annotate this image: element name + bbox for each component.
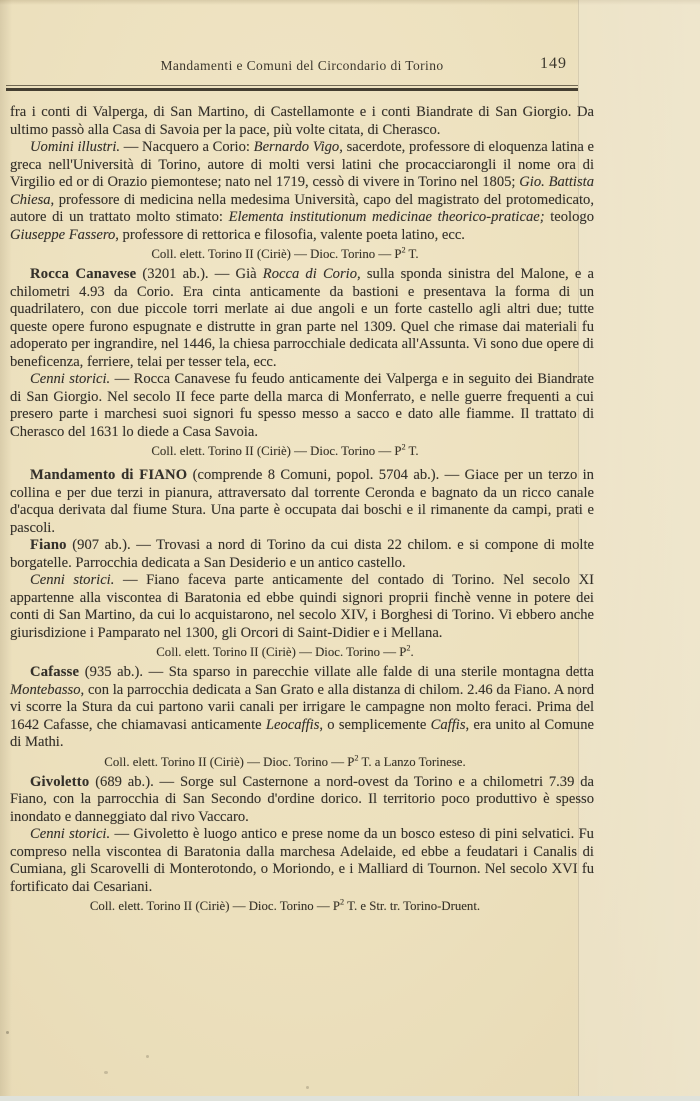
- paragraph-uomini-illustri: Uomini illustri. — Nacquero a Corio: Bernardo Vigo, sacerdote, professore di eloquenza latina e greca nell'Università di Torino, autore di molti versi latini che procacciarongli il nome ora di Virgilio ed or di Orazio piemontese; nato nel 1719, cessò di vivere in Torino nel 1805; Gio. Battista Chiesa, professore di medicina nella medesima Università, capo del magistrato del protomedicato, autore di un trattato molto stimato: Elementa institutionum medicinae theorico-praticae; teologo Giuseppe Fassero, professore di rettorica e filosofia, valente poeta latino, ecc.: [10, 139, 594, 243]
- paragraph-valperga-continuation: fra i conti di Valperga, di San Martino, di Castellamonte e i conti Biandrate di San Giorgio. Da ultimo passò alla Casa di Savoia per la pace, più volte citata, di Cherasco.: [10, 104, 594, 138]
- paragraph-cenni-storici-fiano: Cenni storici. — Fiano faceva parte anticamente del contado di Torino. Nel secolo XI appartenne alla viscontea di Baratonia ed ebbe quindi signori proprii finchè venne in potere dei conti di San Martino, da cui lo acquistarono, nel secolo XIV, i Borghesi di Torino. Vi ebbero anche giurisdizione i Pamparato nel 1300, gli Orcori di Saint-Didier e i Mellana.: [10, 572, 594, 641]
- coll-elett-line-givoletto: Coll. elett. Torino II (Ciriè) — Dioc. Torino — $P^2$ T. e Str. tr. Torino-Druent.: [89, 897, 481, 913]
- running-header-title: Mandamenti e Comuni del Circondario di Torino: [160, 58, 444, 73]
- header-rule-thin-line: [6, 85, 578, 86]
- scan-speck: [6, 1031, 9, 1034]
- section-givoletto: Givoletto (689 ab.). — Sorge sul Casternone a nord-ovest da Torino e a chilometri 7.39 da Fiano, con la parrocchia di San Secondo d'ordine dorico. Il territorio poco produttivo è spesso inondato e danneggiato dal rivo Vaccaro.: [10, 773, 594, 825]
- section-mandamento-fiano: Mandamento di FIANO (comprende 8 Comuni, popol. 5704 ab.). — Giace per un terzo in collina e per due terzi in pianura, attraversato dal torrente Ceronda e bagnato da un ricco canale d'acqua derivata dal fiume Stura. Una parte è occupata dai boschi e il rimanente da campi, prati e pascoli.: [10, 467, 594, 536]
- section-cafasse: Cafasse (935 ab.). — Sta sparso in parecchie villate alle falde di una sterile montagna detta Montebasso, con la parrocchia dedicata a San Grato e alla distanza di chilom. 2.46 da Fiano. A nord vi scorre la Stura da cui partono varii canali per irrigare le campagne non molto feraci. Prima del 1642 Cafasse, che chiamavasi anticamente Leocaffis, o semplicemente Caffis, era unito al Comune di Mathi.: [10, 664, 595, 750]
- page-right-margin-edge: [578, 0, 700, 1096]
- page-number: 149: [540, 55, 567, 72]
- page-body-text: [10, 104, 594, 918]
- coll-elett-line-rocca: Coll. elett. Torino II (Ciriè) — Dioc. Torino — $P^2$ T.: [151, 442, 419, 458]
- scan-speck: [146, 1055, 149, 1058]
- scan-speck: [306, 1086, 309, 1089]
- coll-elett-line-fiano: Coll. elett. Torino II (Ciriè) — Dioc. Torino — $P^2$.: [156, 643, 414, 659]
- coll-elett-line-corio: Coll. elett. Torino II (Ciriè) — Dioc. Torino — $P^2$ T.: [151, 245, 419, 261]
- scan-speck: [104, 1071, 108, 1074]
- scan-bottom-edge: [0, 1096, 700, 1101]
- section-fiano: Fiano (907 ab.). — Trovasi a nord di Torino da cui dista 22 chilom. e si compone di molte borgatelle. Parrocchia dedicata a San Desiderio e un antico castello.: [10, 537, 594, 571]
- header-double-rule: [6, 85, 578, 91]
- paragraph-cenni-storici-givoletto: Cenni storici. — Givoletto è luogo antico e prese nome da un bosco esteso di pini selvatici. Fu compreso nella viscontea di Baratonia dalla marchesa Adelaide, ed ebbe a feudatari i Canalis di Cumiana, gli Scarovelli di Monterotondo, o Moriondo, e i Malliard di Tournon. Nel secolo XVI fu fortificato dai Cesariani.: [10, 826, 594, 895]
- paragraph-cenni-storici-rocca: Cenni storici. — Rocca Canavese fu feudo anticamente dei Valperga e in seguito dei Biandrate di San Giorgio. Nel secolo II fece parte della marca di Monferrato, e nelle guerre frequenti a cui presero parte i marchesi suoi signori fu spesso messo a sacco e dato alle fiamme. Il trattato di Cherasco del 1631 lo diede a Casa Savoia.: [10, 371, 594, 440]
- coll-elett-line-cafasse: Coll. elett. Torino II (Ciriè) — Dioc. Torino — $P^2$ T. a Lanzo Torinese.: [104, 753, 466, 769]
- section-rocca-canavese: Rocca Canavese (3201 ab.). — Già Rocca di Corio, sulla sponda sinistra del Malone, e a chilometri 4.93 da Corio. Era cinta anticamente da bastioni e presentava la forma di un quadrilatero, con due piccole torri merlate ai due angoli e un forte castello agli altri due; tutte queste opere furono espugnate e distrutte in gran parte nel 1309. Quel che rimase dai materiali fu adoperato per ingrandire, nel 1446, la chiesa parrocchiale dedicata all'Assunta. Vi sono due opere di beneficenza, ferriere, telai per tesser tela, ecc.: [10, 266, 594, 370]
- header-rule-thick-line: [6, 88, 578, 91]
